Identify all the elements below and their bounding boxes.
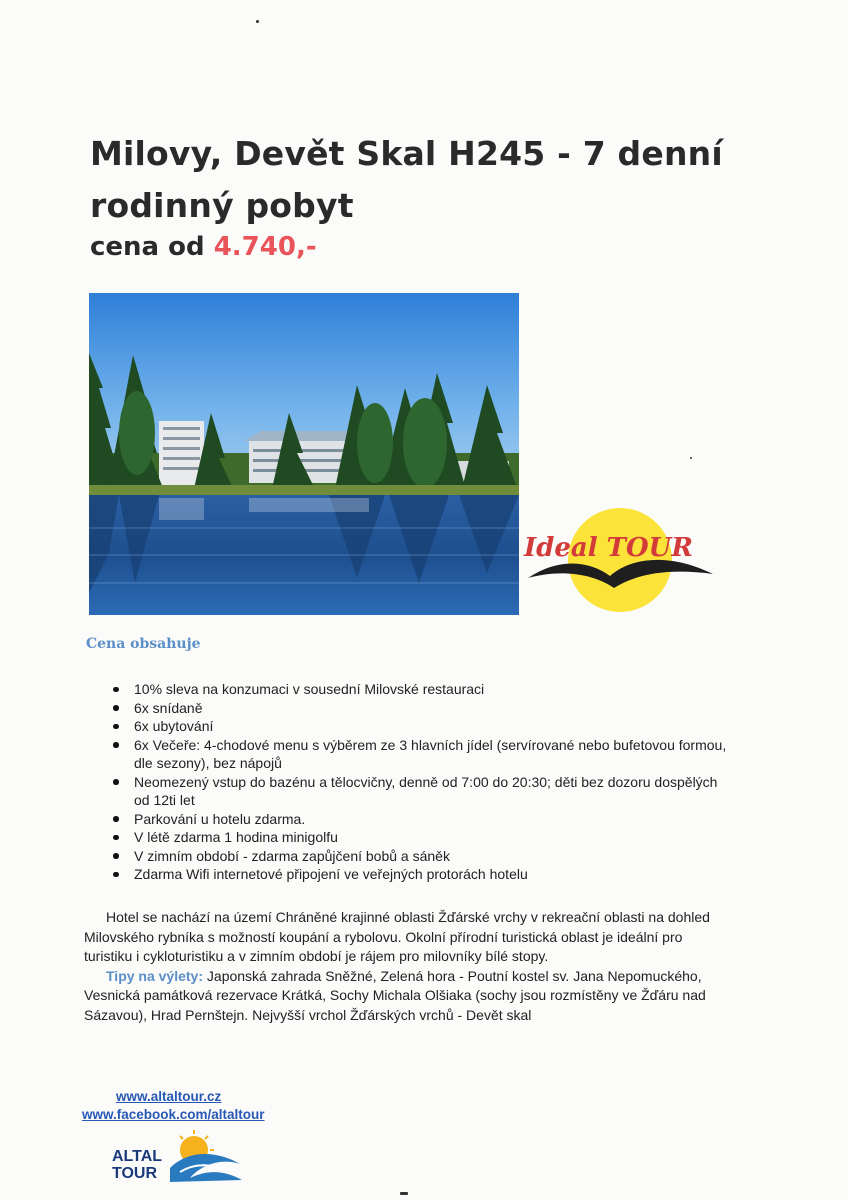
list-item: Zdarma Wifi internetové připojení ve veřejných protorách hotelu <box>110 865 730 884</box>
list-item: 10% sleva na konzumaci v sousední Milovské restauraci <box>110 680 730 699</box>
price-prefix: cena od <box>90 232 205 262</box>
includes-list <box>110 680 730 884</box>
includes-heading: Cena obsahuje <box>86 636 201 652</box>
altal-logo-line1: ALTAL <box>112 1148 163 1165</box>
hotel-photo <box>89 293 519 615</box>
price-value: 4.740,- <box>213 232 317 262</box>
ideal-tour-logo <box>518 508 718 620</box>
list-item: Neomezený vstup do bazénu a tělocvičny, denně od 7:00 do 20:30; děti bez dozoru dospělých od 12ti let <box>110 773 730 810</box>
altal-tour-logo <box>110 1128 250 1188</box>
list-item: 6x ubytování <box>110 717 730 736</box>
tips-label: Tipy na výlety: <box>106 967 204 984</box>
ideal-logo-text: Ideal TOUR <box>524 533 693 563</box>
altal-logo-line2: TOUR <box>112 1165 158 1182</box>
list-item: V zimním období - zdarma zapůjčení bobů a sáněk <box>110 847 730 866</box>
list-item: V létě zdarma 1 hodina minigolfu <box>110 828 730 847</box>
tips-text: Japonská zahrada Sněžné, Zelená hora - Poutní kostel sv. Jana Nepomuckého, Vesnická památková rezervace Krátká, Sochy Michala Olšiaka (sochy jsou rozmístěny ve Žďáru nad Sázavou), Hrad Pernštejn. Nejvyšší vrchol Žďárských vrchů - Devět skal <box>84 967 706 1023</box>
list-item: 6x Večeře: 4-chodové menu s výběrem ze 3 hlavních jídel (servírované nebo bufetovou formou, dle sezony), bez nápojů <box>110 736 730 773</box>
page-title: Milovy, Devět Skal H245 - 7 denní rodinný pobyt <box>90 134 723 225</box>
website-link[interactable]: www.altaltour.cz <box>116 1089 222 1104</box>
price-line <box>90 232 317 262</box>
list-item: Parkování u hotelu zdarma. <box>110 810 730 829</box>
description <box>84 908 734 1025</box>
description-text: Hotel se nachází na území Chráněné krajinné oblasti Žďárské vrchy v rekreační oblasti na dohled Milovského rybníka s možností koupání a rybolovu. Okolní přírodní turistická oblast je ideální pro turistiku i cykloturistiku a v zimním období je rájem pro milovníky bílé stopy. <box>84 909 710 964</box>
list-item: 6x snídaně <box>110 699 730 718</box>
scan-speck <box>690 457 692 459</box>
facebook-link[interactable]: www.facebook.com/altaltour <box>82 1107 265 1122</box>
scan-speck <box>256 20 259 23</box>
scan-speck <box>400 1192 408 1195</box>
